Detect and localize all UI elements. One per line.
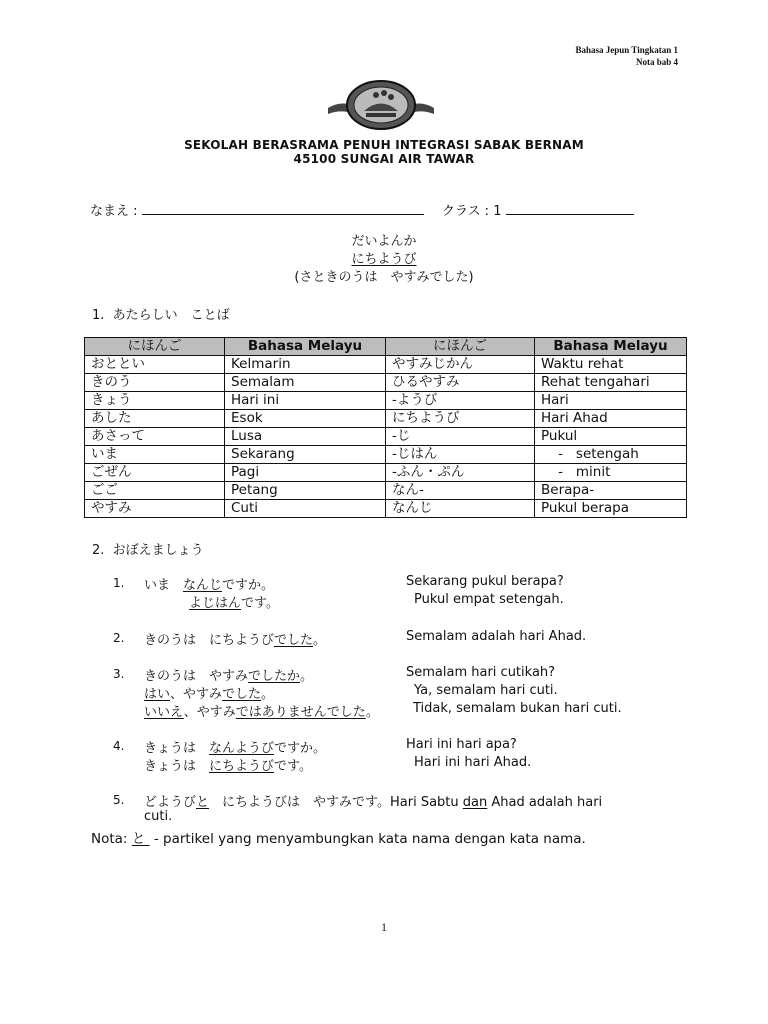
example-3-ms-line1: Semalam hari cutikah? [406,665,556,680]
cell-malay-2: Pukul [535,428,687,446]
cell-malay-2: Hari [535,392,687,410]
vocabulary-table [84,337,687,518]
chapter-subtitle: (さときのうは やすみでした) [294,270,474,285]
header-note: Nota bab 4 [635,57,678,67]
table-row [85,464,687,482]
example-3-ms-line3: Tidak, semalam bukan hari cuti. [413,701,622,716]
table-row [85,446,687,464]
cell-japanese-2: -ようび [386,392,535,410]
cell-malay-1: Kelmarin [225,356,386,374]
example-1-jp-line1: いま なんじですか。 [144,578,275,593]
cell-japanese-2: -ふん・ぷん [386,464,535,482]
example-3-jp-line2: はい、やすみでした。 [144,687,275,702]
table-row [85,356,687,374]
note-text: - partikel yang menyambungkan kata nama dengan kata nama. [149,831,586,847]
cell-japanese-2: やすみじかん [386,356,535,374]
example-4-ms-line2: Hari ini hari Ahad. [414,755,532,770]
cell-malay-2: Berapa- [535,482,687,500]
cell-malay-2: Waktu rehat [535,356,687,374]
cell-malay-1: Lusa [225,428,386,446]
table-row [85,410,687,428]
page-number: 1 [381,920,387,934]
chapter-label: だいよんか [351,234,417,249]
section-2-title: 2. おぼえましょう [92,543,204,558]
cell-malay-1: Sekarang [225,446,386,464]
cell-japanese-1: あさって [85,428,225,446]
example-5-line1: どようびと にちようびは やすみです。Hari Sabtu dan Ahad adalah hari [144,795,603,810]
cell-malay-1: Semalam [225,374,386,392]
example-5-line2: cuti. [144,809,173,824]
cell-malay-2: - setengah [535,446,687,464]
example-number: 1. [113,576,125,590]
cell-malay-1: Esok [225,410,386,428]
cell-japanese-1: ごご [85,482,225,500]
name-field[interactable] [142,202,424,215]
example-2-jp-line1: きのうは にちようびでした。 [144,633,327,648]
table-row [85,374,687,392]
name-class-line [90,200,634,219]
cell-japanese-1: きのう [85,374,225,392]
cell-malay-1: Pagi [225,464,386,482]
example-4-jp-line2: きょうは にちようびです。 [144,759,312,774]
header-malay-1: Bahasa Melayu [225,338,386,356]
name-label: なまえ : [90,204,142,219]
table-row [85,392,687,410]
cell-japanese-1: おととい [85,356,225,374]
header-japanese-2: にほんご [386,338,535,356]
header-subject: Bahasa Jepun Tingkatan 1 [575,45,678,55]
example-1-ms-line2: Pukul empat setengah. [414,592,564,607]
note-label: Nota: [91,831,132,847]
note-line [91,827,586,847]
table-header-row [85,338,687,356]
example-3-ms-line2: Ya, semalam hari cuti. [414,683,558,698]
cell-malay-1: Cuti [225,500,386,518]
example-number: 2. [113,631,125,645]
cell-japanese-1: ごぜん [85,464,225,482]
example-4-jp-line1: きょうは なんようびですか。 [144,741,327,756]
example-4-ms-line1: Hari ini hari apa? [406,737,517,752]
cell-japanese-2: なんじ [386,500,535,518]
cell-japanese-2: -じ [386,428,535,446]
class-field[interactable] [506,202,634,215]
cell-japanese-1: いま [85,446,225,464]
cell-malay-2: Rehat tengahari [535,374,687,392]
header-malay-2: Bahasa Melayu [535,338,687,356]
class-label: クラス : 1 [441,204,506,219]
cell-malay-2: Pukul berapa [535,500,687,518]
cell-malay-1: Petang [225,482,386,500]
cell-japanese-2: -じはん [386,446,535,464]
document-header [576,44,678,68]
cell-malay-2: Hari Ahad [535,410,687,428]
school-name: SEKOLAH BERASRAMA PENUH INTEGRASI SABAK BERNAM [184,138,584,152]
school-logo [326,78,436,132]
example-number: 3. [113,667,125,681]
table-row [85,482,687,500]
cell-japanese-2: にちようび [386,410,535,428]
example-number: 5. [113,793,125,807]
cell-malay-1: Hari ini [225,392,386,410]
cell-japanese-2: なん- [386,482,535,500]
note-particle: と [131,831,150,847]
example-number: 4. [113,739,125,753]
table-row [85,428,687,446]
cell-japanese-1: あした [85,410,225,428]
section-1-title: 1. あたらしい ことば [92,308,230,323]
cell-japanese-2: ひるやすみ [386,374,535,392]
example-2-ms-line1: Semalam adalah hari Ahad. [406,629,587,644]
example-1-ms-line1: Sekarang pukul berapa? [406,574,564,589]
cell-malay-2: - minit [535,464,687,482]
example-3-jp-line1: きのうは やすみでしたか。 [144,669,314,684]
cell-japanese-1: やすみ [85,500,225,518]
example-1-jp-line2: よじはんです。 [189,596,279,611]
table-row [85,500,687,518]
cell-japanese-1: きょう [85,392,225,410]
example-3-jp-line3: いいえ、やすみではありませんでした。 [144,705,379,720]
chapter-title: にちようび [351,252,417,267]
school-address: 45100 SUNGAI AIR TAWAR [293,152,475,166]
header-japanese-1: にほんご [85,338,225,356]
